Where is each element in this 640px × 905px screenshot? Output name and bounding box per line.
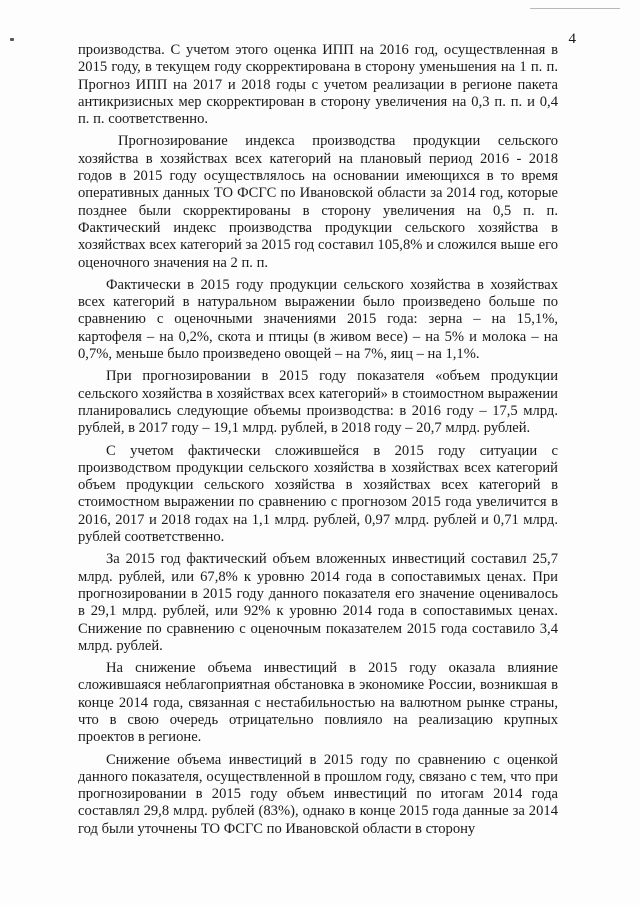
document-body	[78, 42, 558, 843]
paragraph: Прогнозирование индекса производства продукции сельского хозяйства в хозяйствах всех категорий на плановый период 2016 - 2018 годов в 2015 году осуществлялось на основании имеющихся в то время оперативных данных ТО ФСГС по Ивановской области за 2014 год, которые позднее были скорректированы в сторону увеличения на 0,5 п. п. Фактический индекс производства продукции сельского хозяйства в хозяйствах всех категорий за 2015 год составил 105,8% и сложился выше его оценочного значения на 2 п. п.	[78, 133, 558, 271]
paragraph: Снижение объема инвестиций в 2015 году по сравнению с оценкой данного показателя, осуществленной в прошлом году, связано с тем, что при прогнозировании в 2015 году объем инвестиций по итогам 2014 года составлял 29,8 млрд. рублей (83%), однако в конце 2015 года данные за 2014 год были уточнены ТО ФСГС по Ивановской области в сторону	[78, 751, 558, 837]
paragraph: За 2015 год фактический объем вложенных инвестиций составил 25,7 млрд. рублей, или 67,8% к уровню 2014 года в сопоставимых ценах. При прогнозировании в 2015 году данного показателя его значение оценивалось в 29,1 млрд. рублей, или 92% к уровню 2014 года в сопоставимых ценах. Снижение по сравнению с оценочным показателем 2015 года составило 3,4 млрд. рублей.	[78, 551, 558, 654]
paragraph: На снижение объема инвестиций в 2015 году оказала влияние сложившаяся неблагоприятная обстановка в экономике России, возникшая в конце 2014 года, связанная с нестабильностью на валютном рынке страны, что в свою очередь отрицательно повлияло на реализацию крупных проектов в регионе.	[78, 660, 558, 746]
scan-artifact-top	[530, 8, 620, 9]
scan-artifact-left	[10, 38, 14, 41]
paragraph: производства. С учетом этого оценка ИПП на 2016 год, осуществленная в 2015 году, в текущем году скорректирована в сторону уменьшения на 1 п. п. Прогноз ИПП на 2017 и 2018 годы с учетом реализации в регионе пакета антикризисных мер скорректирован в сторону увеличения на 0,3 п. п. и 0,4 п. п. соответственно.	[78, 42, 558, 128]
paragraph: Фактически в 2015 году продукции сельского хозяйства в хозяйствах всех категорий в натуральном выражении было произведено больше по сравнению с оценочными значениями 2015 года: зерна – на 15,1%, картофеля – на 0,2%, скота и птицы (в живом весе) – на 5% и молока – на 0,7%, меньше было произведено овощей – на 7%, яиц – на 1,1%.	[78, 276, 558, 363]
paragraph: При прогнозировании в 2015 году показателя «объем продукции сельского хозяйства в хозяйствах всех категорий» в стоимостном выражении планировались следующие объемы производства: в 2016 году – 17,5 млрд. рублей, в 2017 году – 19,1 млрд. рублей, в 2018 году – 20,7 млрд. рублей.	[78, 368, 558, 437]
page-number: 4	[568, 31, 576, 47]
paragraph: С учетом фактически сложившейся в 2015 году ситуации с производством продукции сельского хозяйства в хозяйствах всех категорий объем продукции сельского хозяйства в хозяйствах всех категорий в стоимостном выражении по сравнению с прогнозом 2015 года увеличится в 2016, 2017 и 2018 годах на 1,1 млрд. рублей, 0,97 млрд. рублей и 0,71 млрд. рублей соответственно.	[78, 442, 558, 546]
